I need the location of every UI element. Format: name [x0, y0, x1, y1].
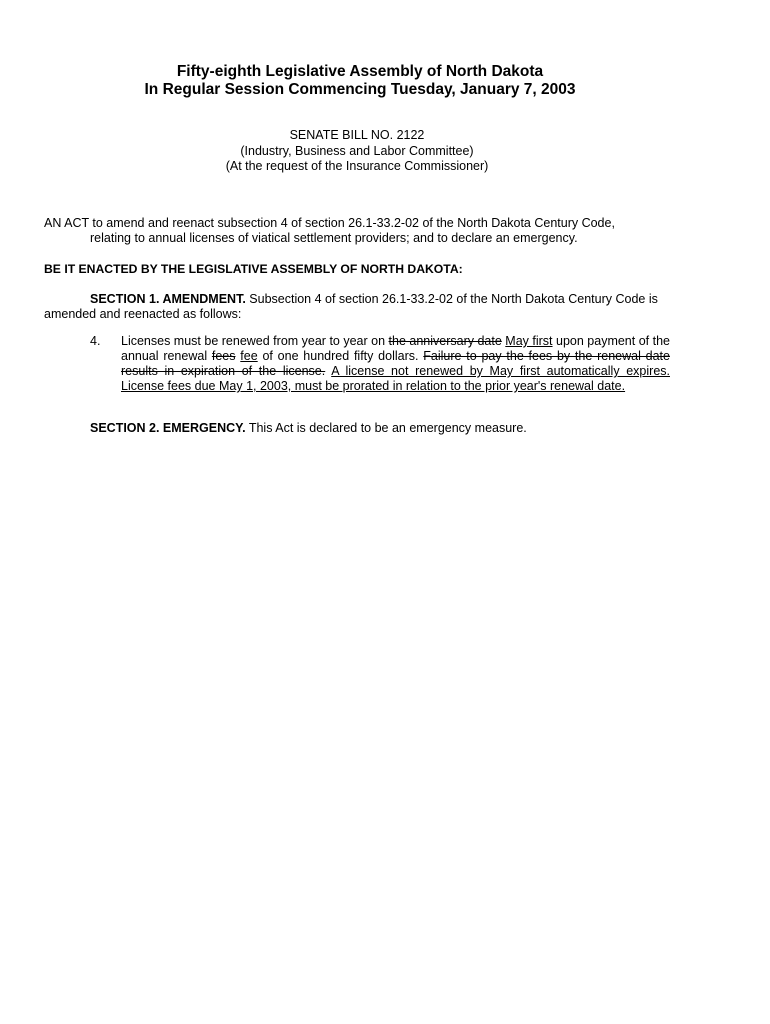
inserted-text: May first [505, 334, 553, 348]
assembly-title: Fifty-eighth Legislative Assembly of North Dakota [176, 63, 544, 80]
section-2-text: This Act is declared to be an emergency measure. [245, 421, 527, 435]
section-1 [44, 292, 672, 322]
section-1-heading: SECTION 1. AMENDMENT. [90, 292, 246, 306]
subsection-number: 4. [90, 334, 101, 348]
subsection-4-text [121, 334, 670, 394]
inserted-text: A license not renewed by May first automatically expires. License fees due May 1, 2003, must be prorated in relation to the prior year's renewal date. [121, 364, 670, 393]
act-line-2: relating to annual licenses of viatical settlement providers; and to declare an emergency. [90, 231, 578, 245]
text-run: upon payment of the annual renewal [121, 334, 670, 363]
deleted-text: fees [211, 349, 236, 363]
act-title [44, 216, 684, 246]
committee-line: (Industry, Business and Labor Committee) [240, 144, 474, 158]
section-2 [90, 421, 527, 436]
deleted-text: the anniversary date [388, 334, 502, 348]
enacting-clause: BE IT ENACTED BY THE LEGISLATIVE ASSEMBLY OF NORTH DAKOTA: [44, 262, 463, 276]
section-2-heading: SECTION 2. EMERGENCY. [90, 421, 246, 435]
bill-number: SENATE BILL NO. 2122 [289, 128, 425, 142]
session-title: In Regular Session Commencing Tuesday, January 7, 2003 [144, 81, 576, 98]
deleted-text: Failure to pay the fees by the renewal date results in expiration of the license. [121, 349, 670, 378]
inserted-text: fee [240, 349, 258, 363]
act-line-1: AN ACT to amend and reenact subsection 4 of section 26.1-33.2-02 of the North Dakota Century Code, [44, 216, 615, 230]
text-run: Licenses must be renewed from year to year on [121, 334, 389, 348]
section-1-text: Subsection 4 of section 26.1-33.2-02 of the North Dakota Century Code is amended and reenacted as follows: [44, 292, 658, 321]
request-line: (At the request of the Insurance Commissioner) [225, 159, 489, 173]
text-run: of one hundred fifty dollars. [257, 349, 424, 363]
